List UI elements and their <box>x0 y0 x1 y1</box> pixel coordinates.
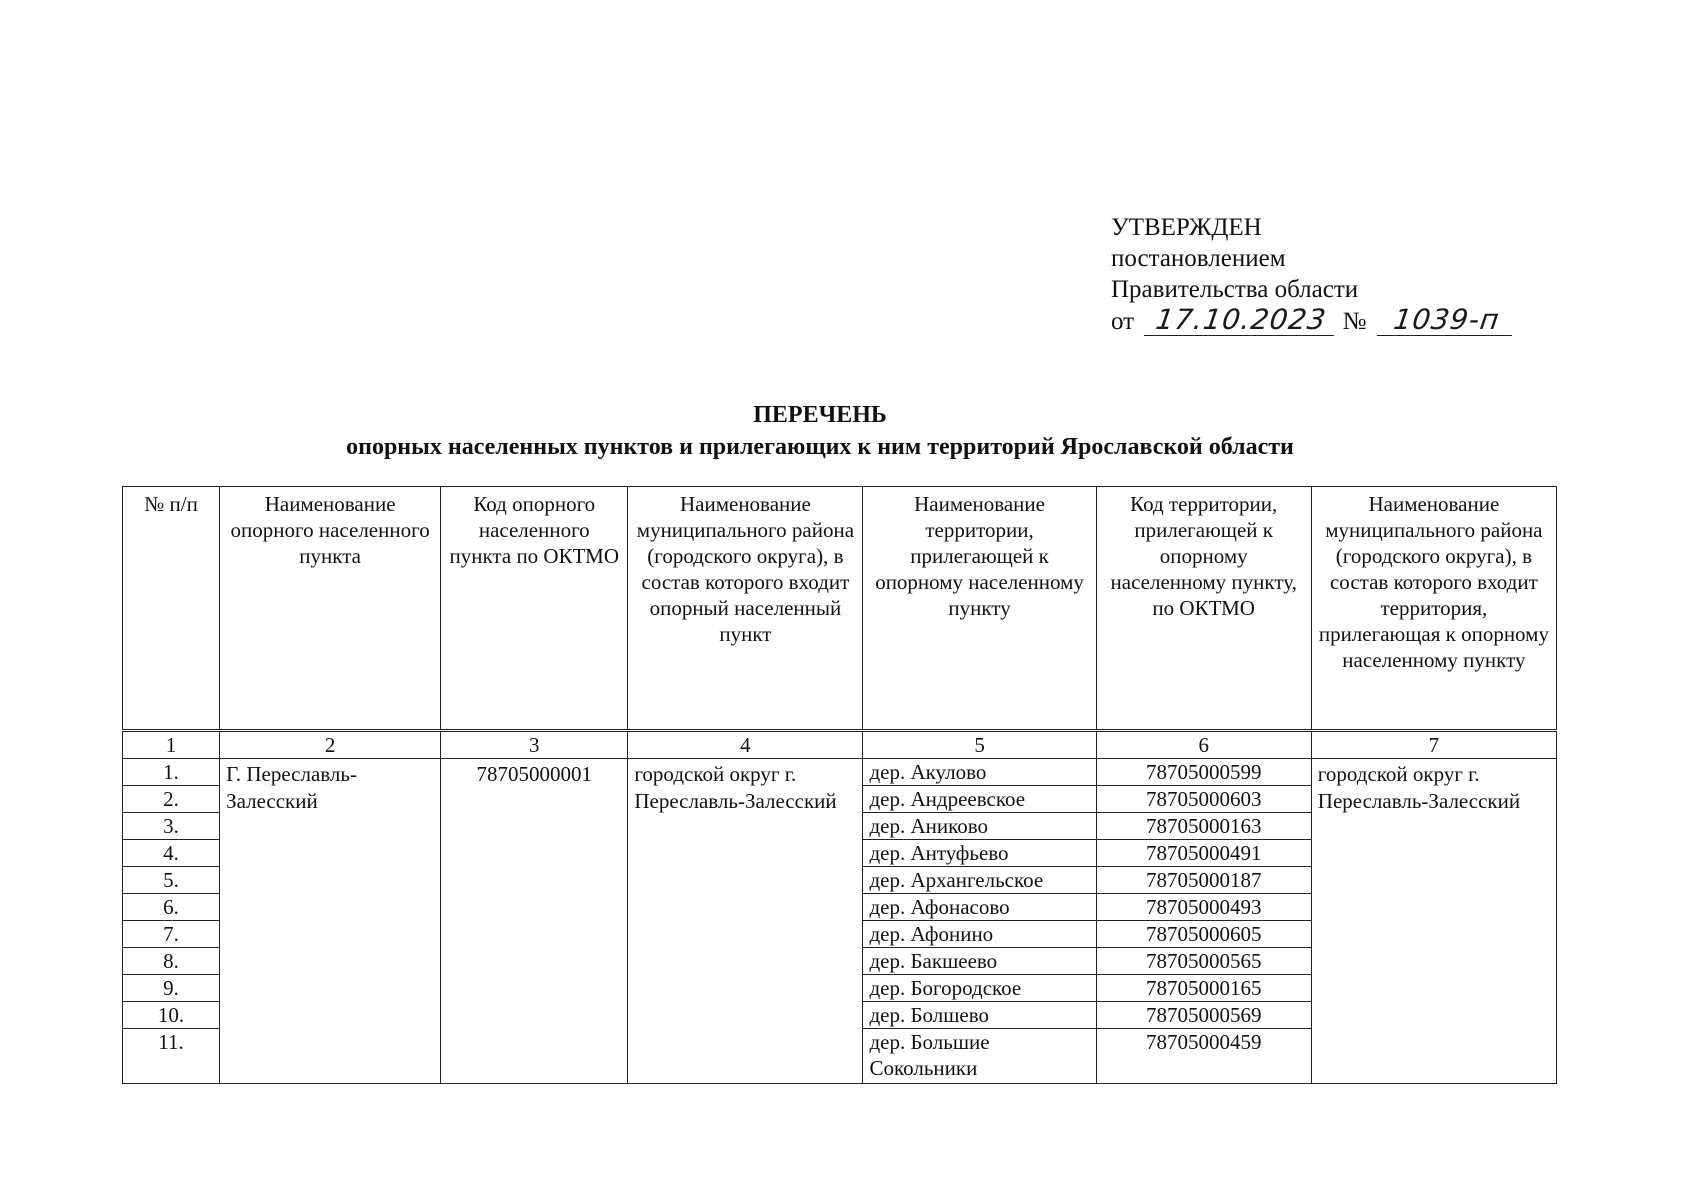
settlements-table <box>122 486 1557 1084</box>
row-number: 4. <box>123 840 220 867</box>
territory-name: дер. Андреевское <box>863 786 1096 813</box>
approval-number: 1039-п <box>1377 305 1516 336</box>
table-row <box>123 759 1557 786</box>
row-number: 8. <box>123 948 220 975</box>
row-number: 6. <box>123 894 220 921</box>
territory-district: городской округ г. Переславль-Залесский <box>1311 759 1556 1084</box>
header-number: № п/п <box>123 487 220 731</box>
header-territory-name: Наименование территории, прилегающей к опорному населенному пункту <box>863 487 1096 731</box>
number-label: № <box>1342 308 1367 335</box>
settlement-code: 78705000001 <box>441 759 628 1084</box>
territory-name: дер. Большие Сокольники <box>863 1029 1096 1084</box>
territory-name: дер. Афонасово <box>863 894 1096 921</box>
header-row <box>123 487 1557 731</box>
territory-name: дер. Архангельское <box>863 867 1096 894</box>
territory-name: дер. Афонино <box>863 921 1096 948</box>
territory-code: 78705000605 <box>1096 921 1311 948</box>
territory-name: дер. Болшево <box>863 1002 1096 1029</box>
row-number: 10. <box>123 1002 220 1029</box>
row-number: 9. <box>123 975 220 1002</box>
header-territory-code: Код территории, прилегающей к опорному населенному пункту, по ОКТМО <box>1096 487 1311 731</box>
territory-code: 78705000491 <box>1096 840 1311 867</box>
territory-code: 78705000165 <box>1096 975 1311 1002</box>
approval-date: 17.10.2023 <box>1144 305 1338 336</box>
row-number: 3. <box>123 813 220 840</box>
territory-name: дер. Аниково <box>863 813 1096 840</box>
header-settlement-name: Наименование опорного населенного пункта <box>220 487 441 731</box>
document-subtitle: опорных населенных пунктов и прилегающих к ним территорий Ярославской области <box>346 434 1294 460</box>
row-number: 1. <box>123 759 220 786</box>
column-number: 7 <box>1311 731 1556 759</box>
column-number: 5 <box>863 731 1096 759</box>
column-number: 2 <box>220 731 441 759</box>
territory-code: 78705000187 <box>1096 867 1311 894</box>
header-territory-district: Наименование муниципального района (городского округа), в состав которого входит территория, прилегающая к опорному населенному пункту <box>1311 487 1556 731</box>
approval-date-line <box>1111 305 1514 337</box>
settlement-district: городской округ г. Переславль-Залесский <box>628 759 863 1084</box>
column-number-row <box>123 731 1557 759</box>
row-number: 5. <box>123 867 220 894</box>
column-number: 1 <box>123 731 220 759</box>
territory-name: дер. Бакшеево <box>863 948 1096 975</box>
settlement-name: Г. Переславль-Залесский <box>220 759 441 1084</box>
territory-code: 78705000459 <box>1096 1029 1311 1084</box>
approved-label: УТВЕРЖДЕН <box>1111 214 1262 241</box>
document-title: ПЕРЕЧЕНЬ <box>753 402 887 428</box>
territory-code: 78705000565 <box>1096 948 1311 975</box>
approval-stamp <box>1111 212 1514 337</box>
territory-name: дер. Антуфьево <box>863 840 1096 867</box>
approved-by-label: постановлением <box>1111 245 1286 272</box>
row-number: 7. <box>123 921 220 948</box>
territory-code: 78705000493 <box>1096 894 1311 921</box>
territory-code: 78705000569 <box>1096 1002 1311 1029</box>
header-settlement-district: Наименование муниципального района (городского округа), в состав которого входит опорный населенный пункт <box>628 487 863 731</box>
header-settlement-code: Код опорного населенного пункта по ОКТМО <box>441 487 628 731</box>
territory-code: 78705000603 <box>1096 786 1311 813</box>
territory-code: 78705000599 <box>1096 759 1311 786</box>
from-label: от <box>1111 308 1135 335</box>
row-number: 2. <box>123 786 220 813</box>
column-number: 6 <box>1096 731 1311 759</box>
row-number: 11. <box>123 1029 220 1084</box>
column-number: 4 <box>628 731 863 759</box>
territory-name: дер. Богородское <box>863 975 1096 1002</box>
column-number: 3 <box>441 731 628 759</box>
government-label: Правительства области <box>1111 276 1359 303</box>
territory-name: дер. Акулово <box>863 759 1096 786</box>
territory-code: 78705000163 <box>1096 813 1311 840</box>
